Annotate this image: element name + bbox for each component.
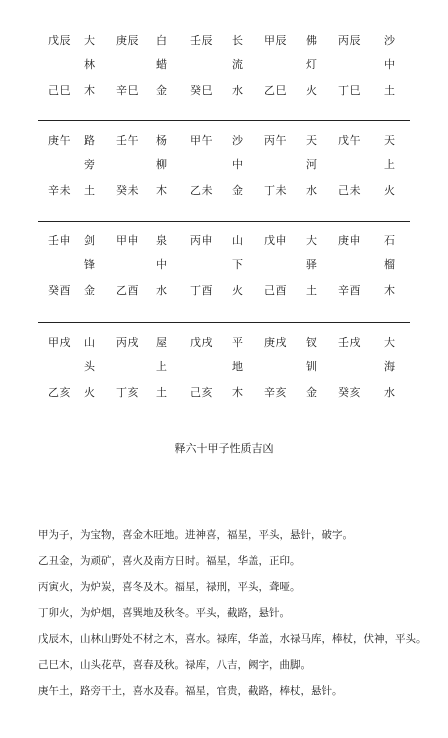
table-cell: 中	[384, 58, 395, 71]
table-cell: 土	[84, 184, 95, 197]
table-cell: 水	[232, 84, 243, 97]
table-cell: 己未	[338, 184, 361, 197]
table-cell: 驿	[306, 258, 317, 271]
table-cell: 丁未	[264, 184, 287, 197]
table-cell: 乙亥	[48, 386, 71, 399]
table-cell: 海	[384, 360, 395, 373]
table-cell: 山	[84, 336, 95, 349]
table-cell: 丙戌	[116, 336, 139, 349]
table-cell: 火	[306, 84, 317, 97]
table-cell: 乙酉	[116, 284, 139, 297]
table-cell: 金	[156, 84, 167, 97]
table-cell: 路	[84, 134, 95, 147]
table-cell: 沙	[384, 34, 395, 47]
table-cell: 壬午	[116, 134, 139, 147]
table-cell: 火	[384, 184, 395, 197]
table-cell: 沙	[232, 134, 243, 147]
table-cell: 水	[306, 184, 317, 197]
table-cell: 甲午	[190, 134, 213, 147]
table-cell: 己酉	[264, 284, 287, 297]
text-paragraph: 乙丑金，为顽矿，喜火及南方日时。福星，华盖，正印。	[38, 555, 301, 567]
table-cell: 大	[384, 336, 395, 349]
table-cell: 金	[232, 184, 243, 197]
table-cell: 乙巳	[264, 84, 287, 97]
table-cell: 长	[232, 34, 243, 47]
table-cell: 壬申	[48, 234, 71, 247]
text-paragraph: 戊辰木，山林山野处不材之木，喜水。禄库，华盖，水禄马库，棒杖，伏神，平头。	[38, 633, 427, 645]
section-caption: 释六十甲子性质吉凶	[174, 442, 274, 455]
table-cell: 戊辰	[48, 34, 71, 47]
table-cell: 上	[156, 360, 167, 373]
table-cell: 灯	[306, 58, 317, 71]
table-cell: 蜡	[156, 58, 167, 71]
table-row	[38, 56, 410, 74]
table-cell: 庚戌	[264, 336, 287, 349]
table-cell: 木	[84, 84, 95, 97]
table-cell: 泉	[156, 234, 167, 247]
text-paragraph: 甲为子，为宝物，喜金木旺地。进神喜，福星，平头，悬针，破字。	[38, 529, 353, 541]
table-row	[38, 282, 410, 300]
table-cell: 钗	[306, 336, 317, 349]
table-row	[38, 82, 410, 100]
table-cell: 庚辰	[116, 34, 139, 47]
table-cell: 甲申	[116, 234, 139, 247]
table-cell: 癸未	[116, 184, 139, 197]
table-cell: 林	[84, 58, 95, 71]
table-cell: 辛亥	[264, 386, 287, 399]
table-row	[38, 32, 410, 50]
table-cell: 戊午	[338, 134, 361, 147]
table-row	[38, 256, 410, 274]
table-cell: 天	[306, 134, 317, 147]
table-row	[38, 358, 410, 376]
table-cell: 佛	[306, 34, 317, 47]
table-cell: 辛巳	[116, 84, 139, 97]
table-cell: 木	[156, 184, 167, 197]
table-cell: 水	[156, 284, 167, 297]
table-cell: 剑	[84, 234, 95, 247]
table-cell: 中	[156, 258, 167, 271]
table-cell: 钏	[306, 360, 317, 373]
table-cell: 地	[232, 360, 243, 373]
table-cell: 戊申	[264, 234, 287, 247]
table-cell: 杨	[156, 134, 167, 147]
table-cell: 天	[384, 134, 395, 147]
table-cell: 火	[84, 386, 95, 399]
table-divider	[38, 221, 410, 222]
table-cell: 己亥	[190, 386, 213, 399]
table-cell: 丁巳	[338, 84, 361, 97]
table-cell: 中	[232, 158, 243, 171]
table-cell: 庚申	[338, 234, 361, 247]
table-cell: 水	[384, 386, 395, 399]
table-cell: 流	[232, 58, 243, 71]
table-cell: 山	[232, 234, 243, 247]
table-cell: 土	[156, 386, 167, 399]
table-cell: 河	[306, 158, 317, 171]
table-cell: 辛未	[48, 184, 71, 197]
text-paragraph: 庚午土，路旁干土，喜水及春。福星，官贵，截路，棒杖，悬针。	[38, 685, 343, 697]
text-paragraph: 己巳木，山头花草，喜春及秋。禄库，八吉，阙字，曲脚。	[38, 659, 311, 671]
table-cell: 旁	[84, 158, 95, 171]
table-cell: 乙未	[190, 184, 213, 197]
table-row	[38, 232, 410, 250]
table-row	[38, 132, 410, 150]
table-row	[38, 384, 410, 402]
table-cell: 金	[84, 284, 95, 297]
table-cell: 大	[84, 34, 95, 47]
text-paragraph: 丁卯火，为炉烟，喜巽地及秋冬。平头，截路，悬针。	[38, 607, 290, 619]
table-cell: 土	[306, 284, 317, 297]
table-cell: 丙午	[264, 134, 287, 147]
table-cell: 火	[232, 284, 243, 297]
table-divider	[38, 322, 410, 323]
table-divider	[38, 120, 410, 121]
text-paragraph: 丙寅火，为炉炭，喜冬及木。福星，禄刑，平头，聋哑。	[38, 581, 301, 593]
table-cell: 石	[384, 234, 395, 247]
table-cell: 下	[232, 258, 243, 271]
table-cell: 锋	[84, 258, 95, 271]
table-cell: 庚午	[48, 134, 71, 147]
table-cell: 上	[384, 158, 395, 171]
table-cell: 大	[306, 234, 317, 247]
table-cell: 丙申	[190, 234, 213, 247]
table-cell: 丙辰	[338, 34, 361, 47]
table-cell: 丁亥	[116, 386, 139, 399]
table-cell: 甲辰	[264, 34, 287, 47]
table-cell: 金	[306, 386, 317, 399]
table-cell: 土	[384, 84, 395, 97]
table-cell: 木	[232, 386, 243, 399]
table-cell: 壬戌	[338, 336, 361, 349]
table-cell: 癸亥	[338, 386, 361, 399]
table-cell: 辛酉	[338, 284, 361, 297]
table-row	[38, 334, 410, 352]
table-row	[38, 182, 410, 200]
table-cell: 平	[232, 336, 243, 349]
table-cell: 己巳	[48, 84, 71, 97]
table-cell: 戊戌	[190, 336, 213, 349]
table-cell: 丁酉	[190, 284, 213, 297]
table-row	[38, 156, 410, 174]
table-cell: 癸巳	[190, 84, 213, 97]
table-cell: 头	[84, 360, 95, 373]
table-cell: 白	[156, 34, 167, 47]
table-cell: 木	[384, 284, 395, 297]
table-cell: 癸酉	[48, 284, 71, 297]
table-cell: 屋	[156, 336, 167, 349]
table-cell: 壬辰	[190, 34, 213, 47]
table-cell: 甲戌	[48, 336, 71, 349]
table-cell: 榴	[384, 258, 395, 271]
table-cell: 柳	[156, 158, 167, 171]
